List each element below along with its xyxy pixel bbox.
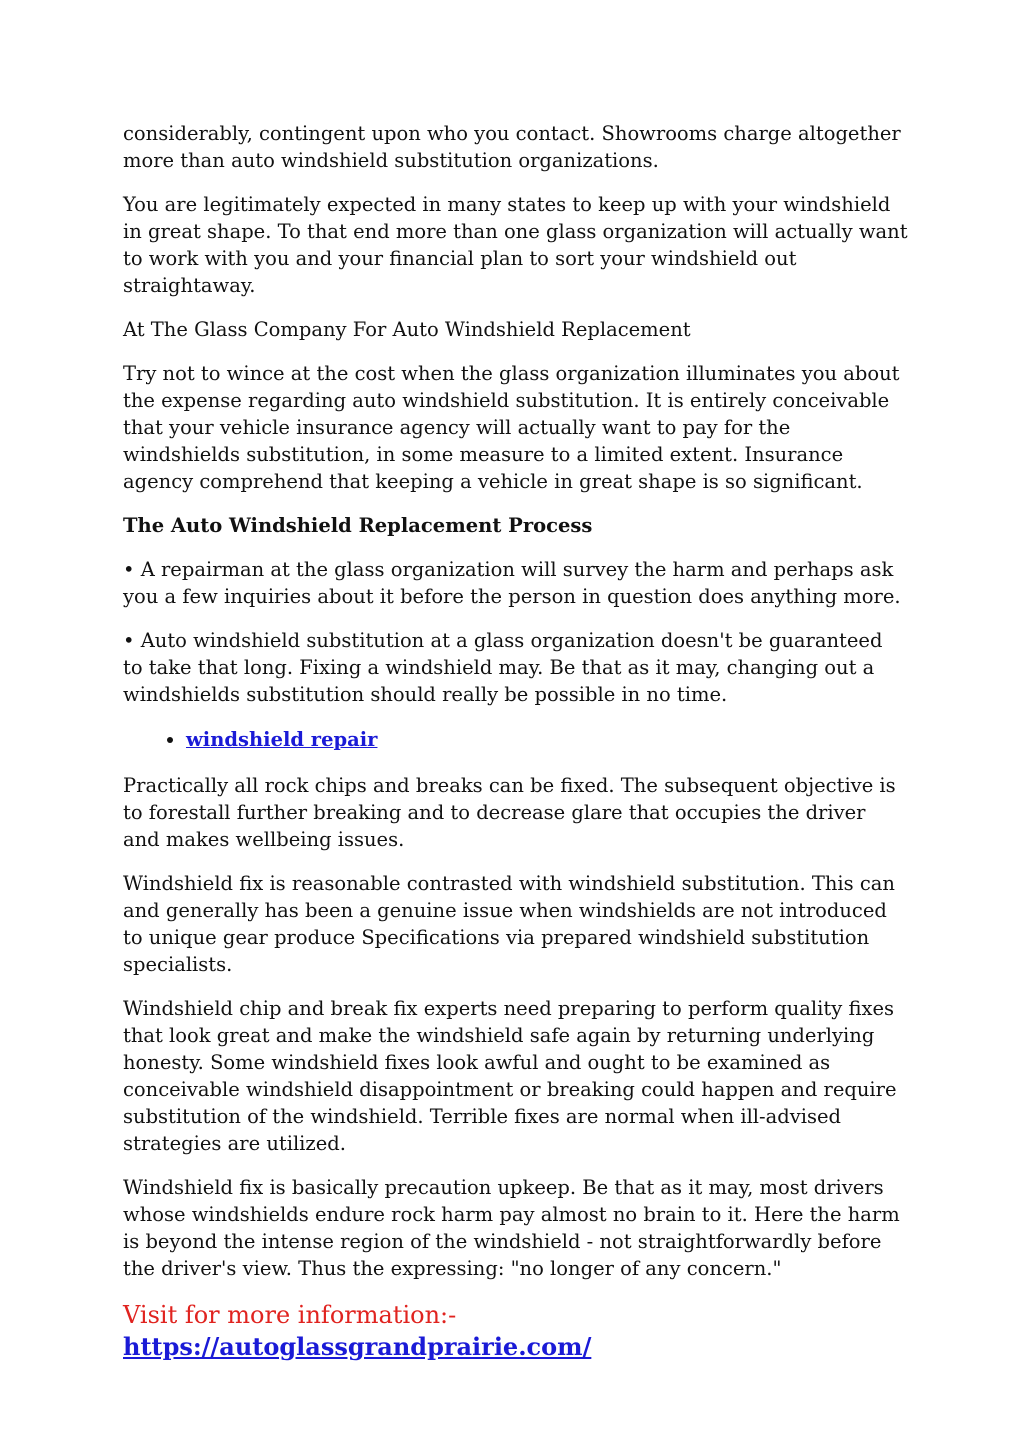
paragraph-reasonable: Windshield fix is reasonable contrasted with windshield substitution. This can and generally has been a genuine issue when windshields are not introduced to unique gear produce Specifications via prepared windshield substitution specialists. [123,872,895,976]
paragraph-glass-company: At The Glass Company For Auto Windshield Replacement [123,318,691,341]
paragraph-legal-requirement: You are legitimately expected in many states to keep up with your windshield in great shape. To that end more than one glass organization will actually want to work with you and your financial plan to sort your windshield out straightaway. [123,193,908,297]
visit-label: Visit for more information:- [123,1301,457,1329]
visit-line [123,1299,908,1363]
paragraph-experts: Windshield chip and break fix experts need preparing to perform quality fixes that look great and make the windshield safe again by returning underlying honesty. Some windshield fixes look awful and ought to be examined as conceivable windshield disappointment or breaking could happen and require substitution of the windshield. Terrible fixes are normal when ill-advised strategies are utilized. [123,997,897,1155]
process-point-duration: • Auto windshield substitution at a glass organization doesn't be guaranteed to take that long. Fixing a windshield may. Be that as it may, changing out a windshields substitution should really be possible in no time. [123,629,883,706]
paragraph-showrooms: considerably, contingent upon who you contact. Showrooms charge altogether more than auto windshield substitution organizations. [123,122,901,172]
paragraph-insurance: Try not to wince at the cost when the glass organization illuminates you about the expense regarding auto windshield substitution. It is entirely conceivable that your vehicle insurance agency will actually want to pay for the windshields substitution, in some measure to a limited extent. Insurance agency comprehend that keeping a vehicle in great shape is so significant. [123,362,900,493]
website-link[interactable]: https://autoglassgrandprairie.com/ [123,1332,592,1361]
windshield-repair-link[interactable]: windshield repair [186,728,378,751]
link-list [123,725,908,755]
process-point-survey: • A repairman at the glass organization will survey the harm and perhaps ask you a few inquiries about it before the person in question does anything more. [123,558,901,608]
list-item [186,725,908,755]
document-page [123,120,908,1363]
paragraph-precaution: Windshield fix is basically precaution upkeep. Be that as it may, most drivers whose windshields endure rock harm pay almost no brain to it. Here the harm is beyond the intense region of the windshield - not straightforwardly before the driver's view. Thus the expressing: "no longer of any concern." [123,1176,900,1280]
process-heading: The Auto Windshield Replacement Process [123,514,593,537]
paragraph-rock-chips: Practically all rock chips and breaks can be fixed. The subsequent objective is to forestall further breaking and to decrease glare that occupies the driver and makes wellbeing issues. [123,774,896,851]
